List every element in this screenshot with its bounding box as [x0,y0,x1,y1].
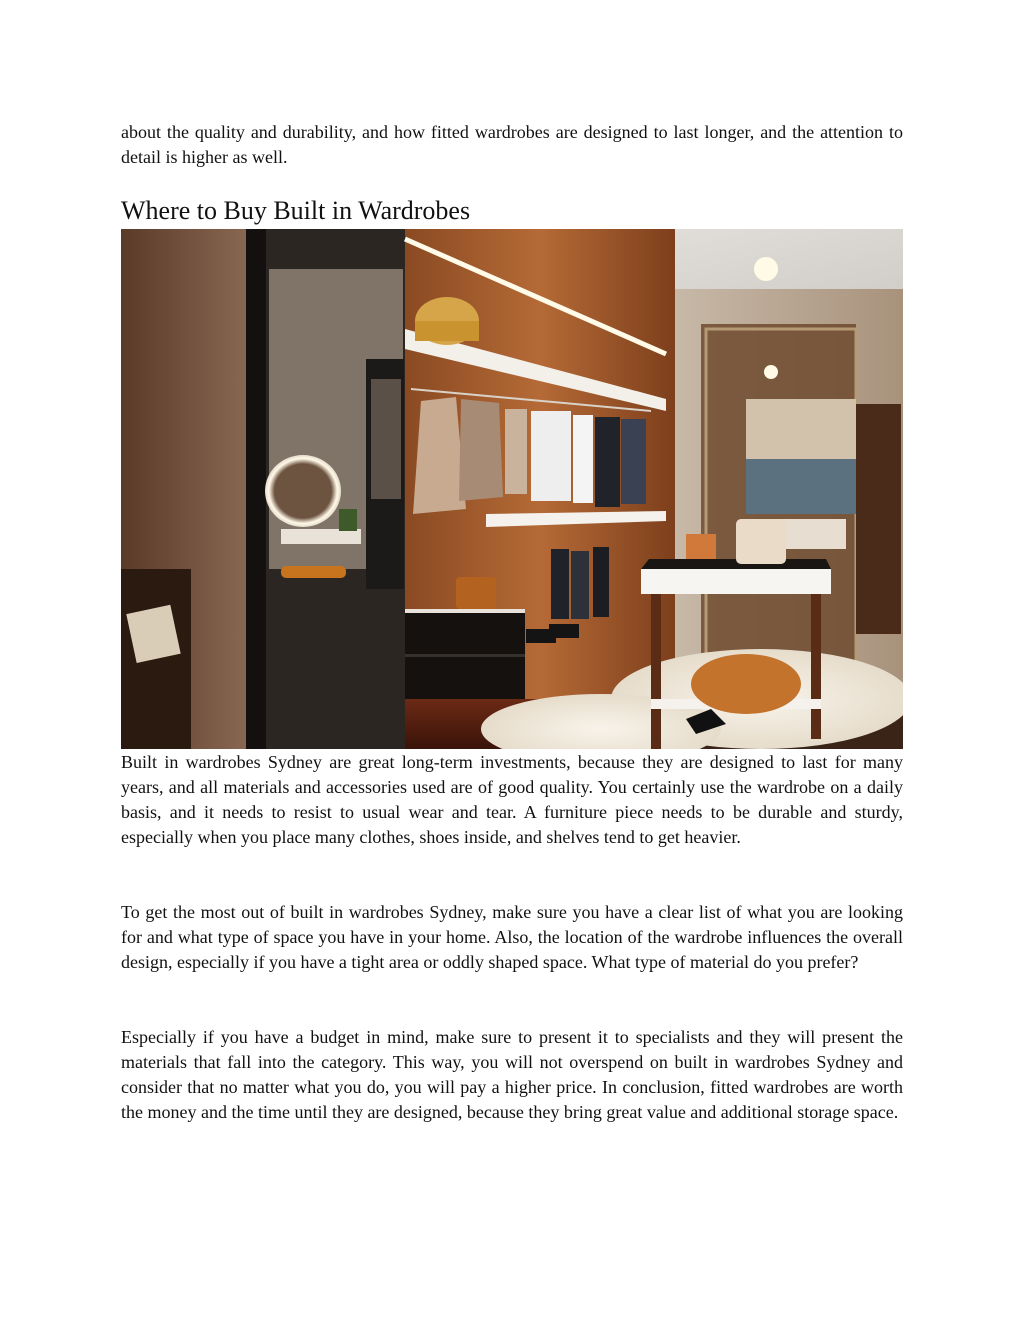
intro-paragraph: about the quality and durability, and how fitted wardrobes are designed to last longer, and the attention to detail is higher as well. [121,122,903,167]
body-paragraph: Especially if you have a budget in mind, make sure to present it to specialists and they will present the materials that fall into the category. This way, you will not overspend on built in wardrobes Sydney and consider that no matter what you do, you will pay a higher price. In conclusion, fitted wardrobes are worth the money and the time until they are designed, because they bring great value and additional storage space. [121,1027,903,1122]
section-heading: Where to Buy Built in Wardrobes [121,196,471,225]
body-paragraph: Built in wardrobes Sydney are great long-term investments, because they are designed to last for many years, and all materials and accessories used are of good quality. You certainly use the wardrobe on a daily basis, and it needs to resist to usual wear and tear. A furniture piece needs to be durable and sturdy, especially when you place many clothes, shoes inside, and shelves tend to get heavier. [121,752,903,847]
body-paragraph: To get the most out of built in wardrobes Sydney, make sure you have a clear list of what you are looking for and what type of space you have in your home. Also, the location of the wardrobe influences the overall design, especially if you have a tight area or oddly shaped space. What type of material do you prefer? [121,902,903,972]
wardrobe-photo [121,229,903,749]
